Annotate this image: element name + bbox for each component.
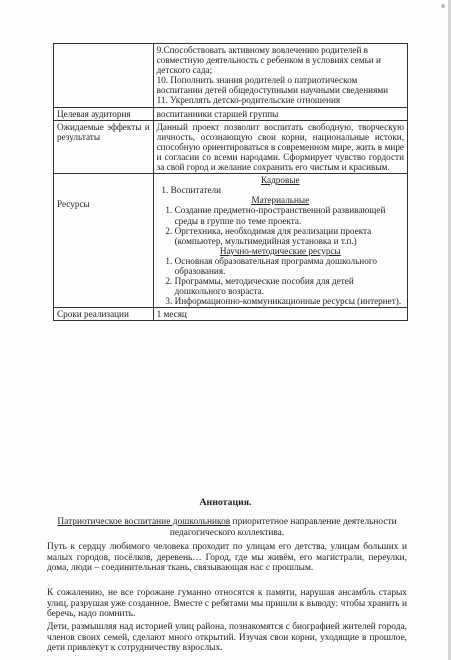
lead-rest: приоритетное направление деятельности педагогического коллектива. bbox=[169, 517, 397, 538]
material-heading: Материальные bbox=[251, 195, 310, 206]
effects-label: Ожидаемые эффекты и результаты bbox=[54, 120, 154, 173]
annotation-paragraph-2: К сожалению, не все горожане гуманно относятся к памяти, нарушая ансамбль старых улиц, разрушая уже созданное. Вместе с ребятами мы пришли к выводу: чтобы хранить и беречь, надо помнить. bbox=[47, 588, 407, 620]
table-row bbox=[54, 120, 408, 173]
annotation-title: Аннотация. bbox=[199, 497, 252, 508]
staff-heading: Кадровые bbox=[261, 175, 300, 186]
list-item: 1. Создание предметно-пространственной развивающей среды в группе по теме проекта. bbox=[175, 205, 404, 225]
effects-value: Данный проект позволит воспитать свободную, творческую личность, осознающую свои корни, национальные истоки, способную ориентироваться в современном мире, жить в мире и согласии со всеми народами. Сформирует чувство гордости за свой город и желание сохранить его чистым и красивым. bbox=[153, 120, 407, 173]
annotation-paragraph-3: Дети, размышляя над историей улиц района, познакомятся с биографией жителей города, членов своих семей, сделают много открытий. Изучая свои корни, уходящие в прошлое, дети привлекут к сотрудничеству взрослых. bbox=[47, 622, 407, 654]
table-row bbox=[54, 308, 408, 321]
goals-label-cell bbox=[54, 44, 154, 108]
project-passport-table bbox=[53, 43, 408, 321]
annotation-lead bbox=[47, 517, 407, 538]
list-item: 2. Оргтехника, необходимая для реализации проекта (компьютер, мультимедийная установка и т.п.) bbox=[175, 226, 404, 246]
staff-list bbox=[157, 185, 404, 195]
list-item: 1. Воспитатели bbox=[171, 185, 404, 195]
goals-cell bbox=[153, 44, 407, 108]
table-row bbox=[54, 174, 408, 308]
material-list bbox=[157, 205, 404, 245]
goal-11: 11. Укреплять детско-родительские отношения bbox=[156, 95, 341, 106]
list-item: 3. Информационно-коммуникационные ресурсы (интернет). bbox=[175, 296, 404, 306]
list-item: 2. Программы, методические пособия для детей дошкольного возраста. bbox=[175, 276, 404, 296]
method-heading: Научно-методические ресурсы bbox=[219, 245, 341, 256]
resources-value bbox=[153, 174, 407, 308]
method-list bbox=[157, 256, 404, 306]
list-item: 1. Основная образовательная программа дошкольного образования. bbox=[175, 256, 404, 276]
goal-9: 9.Способствовать активному вовлечению родителей в совместную деятельность с ребенком в условиях семьи и детского сада; bbox=[156, 45, 381, 76]
period-value: 1 месяц bbox=[153, 308, 407, 321]
table-row bbox=[54, 44, 408, 108]
annotation-paragraph-1: Путь к сердцу любимого человека проходит по улицам его детства, улицам больших и малых городов, посёлков, деревень… Город, где мы живём, его магистрали, переулки, дома, люди – соединительная ткань, связывающая нас с прошлым. bbox=[47, 542, 407, 574]
goal-10: 10. Пополнить знания родителей о патриотическом воспитании детей общедоступными научными сведениями bbox=[156, 75, 389, 96]
scan-mark bbox=[441, 4, 445, 8]
resources-label: Ресурсы bbox=[57, 199, 90, 210]
table-row bbox=[54, 107, 408, 120]
resources-label-cell bbox=[54, 174, 154, 308]
lead-underlined: Патриотическое воспитание дошкольников bbox=[57, 517, 231, 527]
period-label: Сроки реализации bbox=[54, 308, 154, 321]
audience-value: воспитанники старшей группы bbox=[153, 107, 407, 120]
audience-label: Целевая аудитория bbox=[54, 107, 154, 120]
